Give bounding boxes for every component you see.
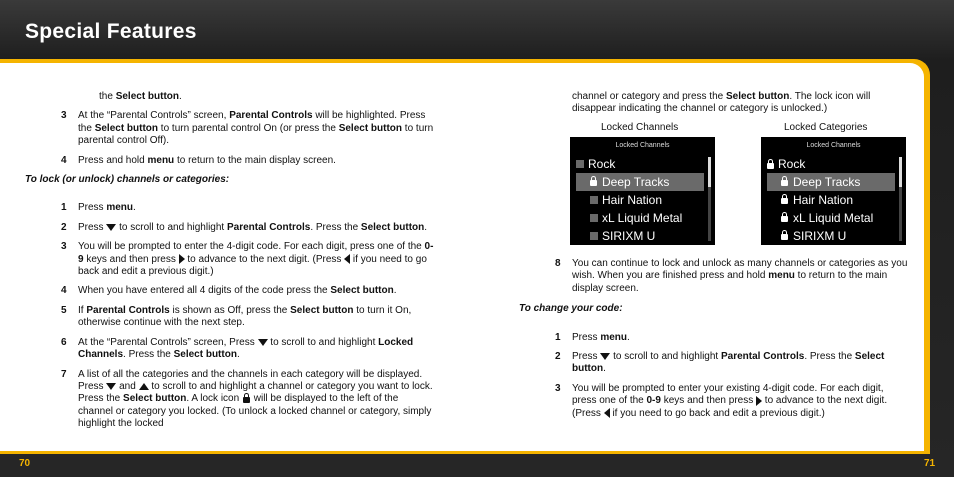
lock-icon: [781, 234, 788, 240]
channel-row[interactable]: SIRIXM U: [767, 227, 895, 245]
screen-header: Locked Channels: [615, 142, 670, 149]
page-number-left: 70: [19, 458, 31, 469]
unlocked-marker-icon: [590, 214, 598, 222]
left-column: [25, 91, 435, 431]
step-3: 3 You will be prompted to enter the 4-digit code. For each digit, press one of the 0-9 keys and then press to advance to the next digit. (Press if you need to go back and edit a previous digit.): [61, 241, 434, 278]
category-row[interactable]: Rock: [767, 155, 895, 173]
step-6: 6 At the “Parental Controls” screen, Press to scroll to and highlight Locked Channels. Press the Select button.: [61, 336, 414, 361]
locked-categories-screen: [761, 137, 906, 245]
channel-row-selected[interactable]: Deep Tracks: [576, 173, 704, 191]
unlocked-marker-icon: [576, 160, 584, 168]
lock-icon: [781, 198, 788, 204]
step-2: 2 Press to scroll to and highlight Parental Controls. Press the Select button.: [61, 221, 428, 233]
down-arrow-icon: [258, 339, 268, 346]
step-3-parental: 3 At the “Parental Controls” screen, Parental Controls will be highlighted. Press the Select button to turn parental control On (or press the Select button to turn parental control Off).: [61, 110, 434, 147]
unlocked-marker-icon: [590, 196, 598, 204]
locked-channels-screen: [570, 137, 715, 245]
step-7: 7 A list of all the categories and the channels in each category will be displayed. Press and to scroll to and highlight a channel or category you want to lock. Press the Select button. A lock icon will be displayed to the left of the channel or category you locked. (To unlock a locked channel or category, simply highlight the locked: [61, 368, 433, 430]
right-column: [519, 258, 909, 420]
down-arrow-icon: [106, 224, 116, 231]
channel-row[interactable]: Hair Nation: [767, 191, 895, 209]
code-step-2: 2 Press to scroll to and highlight Parental Controls. Press the Select button.: [555, 351, 885, 375]
scrollbar-thumb[interactable]: [899, 157, 902, 187]
category-row[interactable]: Rock: [576, 155, 704, 173]
up-arrow-icon: [139, 383, 149, 390]
scrollbar[interactable]: [899, 157, 902, 241]
right-continued: channel or category and press the Select button. The lock icon will disappear indicating the channel or category is unlocked.): [572, 91, 871, 115]
screen-header: Locked Channels: [806, 142, 861, 149]
down-arrow-icon: [600, 353, 610, 360]
caption-locked-categories: Locked Categories: [784, 122, 868, 133]
continued-text: the Select button.: [99, 91, 182, 102]
lock-icon: [767, 163, 774, 169]
unlocked-marker-icon: [590, 232, 598, 240]
page-number-right: 71: [924, 458, 936, 469]
code-step-3: 3 You will be prompted to enter your existing 4-digit code. For each digit, press one of the 0-9 keys and then press to advance to the next digit. (Press if you need to go back and edit a previous digit.): [555, 382, 888, 419]
down-arrow-icon: [106, 383, 116, 390]
section-heading-lock: To lock (or unlock) channels or categories:: [25, 174, 230, 186]
page-title: Special Features: [25, 20, 197, 43]
step-4-return: 4 Press and hold menu to return to the main display screen.: [61, 154, 336, 166]
lock-icon: [590, 180, 597, 186]
lock-icon: [243, 397, 250, 403]
channel-row-selected[interactable]: Deep Tracks: [767, 173, 895, 191]
channel-row[interactable]: xL Liquid Metal: [767, 209, 895, 227]
channel-row[interactable]: SIRIXM U: [576, 227, 704, 245]
lock-icon: [781, 180, 788, 186]
channel-row[interactable]: xL Liquid Metal: [576, 209, 704, 227]
section-heading-change-code: To change your code:: [519, 303, 623, 315]
scrollbar-thumb[interactable]: [708, 157, 711, 187]
step-5: 5 If Parental Controls is shown as Off, press the Select button to turn it On, otherwise continue with the next step.: [61, 304, 412, 329]
step-1: 1 Press menu.: [61, 202, 136, 214]
caption-locked-channels: Locked Channels: [601, 122, 679, 133]
code-step-1: 1 Press menu.: [555, 331, 630, 343]
channel-row[interactable]: Hair Nation: [576, 191, 704, 209]
lock-icon: [781, 216, 788, 222]
step-4: 4 When you have entered all 4 digits of the code press the Select button.: [61, 285, 397, 297]
step-8: 8 You can continue to lock and unlock as many channels or categories as you wish. When you are finished press and hold menu to return to the main display screen.: [555, 258, 908, 294]
scrollbar[interactable]: [708, 157, 711, 241]
